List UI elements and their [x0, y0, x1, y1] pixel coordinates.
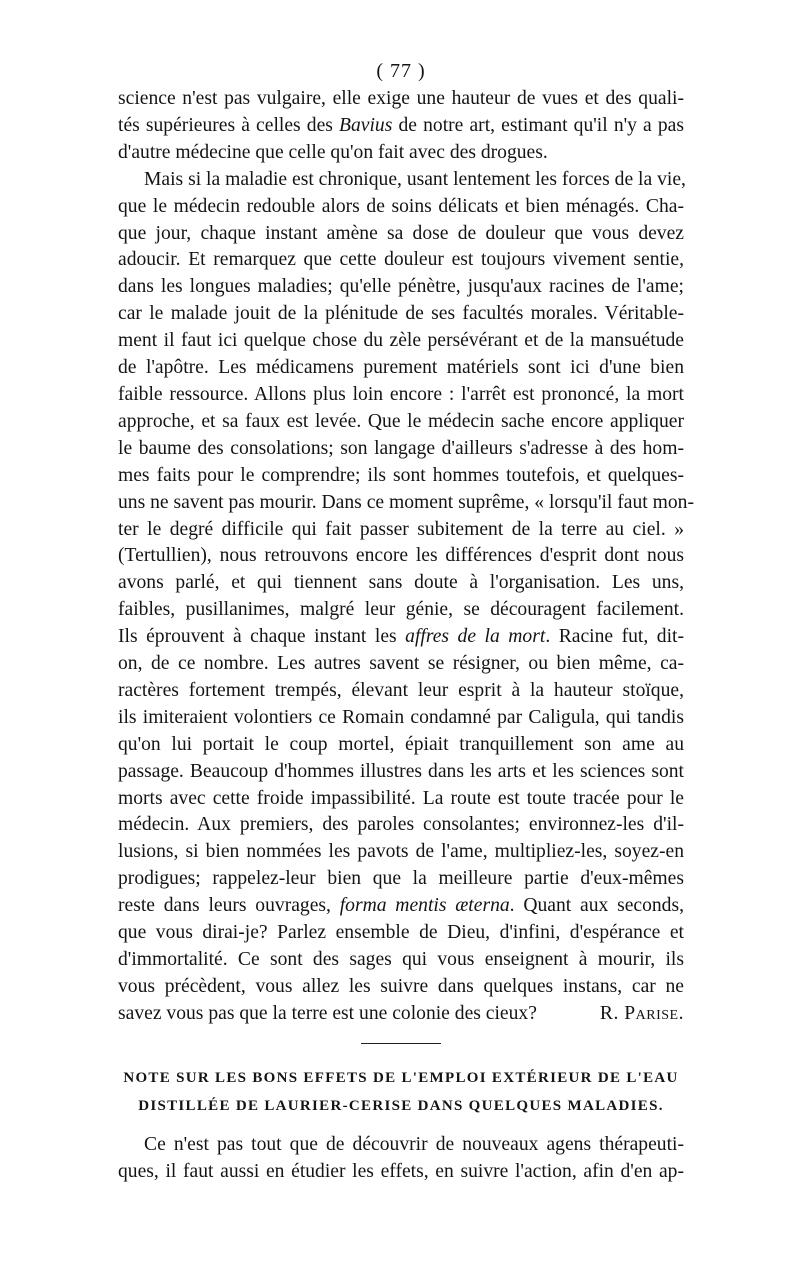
text-line: (Tertullien), nous retrouvons encore les différences d'esprit dont nous	[118, 545, 684, 567]
text-line: prodigues; rappelez-leur bien que la meilleure partie d'eux-mêmes	[118, 868, 684, 890]
text-line: avons parlé, et qui tiennent sans doute à l'organisation. Les uns,	[118, 572, 684, 594]
text-line: uns ne savent pas mourir. Dans ce moment suprême, « lorsqu'il faut mon-	[118, 491, 694, 513]
text-line: on, de ce nombre. Les autres savent se résigner, ou bien même, ca-	[118, 653, 684, 675]
text-line: dans les longues maladies; qu'elle pénètre, jusqu'aux racines de l'ame;	[118, 276, 684, 298]
text-line: le baume des consolations; son langage d'ailleurs s'adresse à des hom-	[118, 437, 684, 459]
text-line: que vous dirai-je? Parlez ensemble de Dieu, d'infini, d'espérance et	[118, 922, 684, 944]
text-line: vous précèdent, vous allez les suivre dans quelques instans, car ne	[118, 975, 684, 997]
text-line: passage. Beaucoup d'hommes illustres dans les arts et les sciences sont	[118, 760, 684, 782]
author-signature: R. Parise.	[599, 1002, 684, 1024]
text-line: ques, il faut aussi en étudier les effets, en suivre l'action, afin d'en ap-	[118, 1160, 684, 1182]
text-line: médecin. Aux premiers, des paroles consolantes; environnez-les d'il-	[118, 814, 684, 836]
text-line: mes faits pour le comprendre; ils sont hommes toutefois, et quelques-	[118, 464, 684, 486]
paragraph-2	[118, 167, 694, 1028]
paragraph-1	[118, 86, 684, 167]
document-page	[118, 58, 694, 1186]
page-number: ( 77 )	[376, 60, 426, 82]
heading-line-1: NOTE SUR LES BONS EFFETS DE L'EMPLOI EXTÉRIEUR DE L'EAU	[123, 1069, 679, 1086]
text-line: d'autre médecine que celle qu'on fait avec des drogues.	[118, 141, 548, 163]
text-line: ter le degré difficile qui fait passer subitement de la terre au ciel. »	[118, 518, 684, 540]
text-line: approche, et sa faux est levée. Que le médecin sache encore appliquer	[118, 410, 684, 432]
text-line: Mais si la maladie est chronique, usant lentement les forces de la vie,	[144, 168, 686, 190]
paragraph-3	[118, 1132, 684, 1186]
text-line: science n'est pas vulgaire, elle exige une hauteur de vues et des quali-	[118, 88, 684, 109]
section-divider	[361, 1043, 441, 1044]
text-line: que le médecin redouble alors de soins délicats et bien ménagés. Cha-	[118, 195, 684, 217]
text-line: Ce n'est pas tout que de découvrir de nouveaux agens thérapeuti-	[144, 1133, 684, 1155]
text-line: lusions, si bien nommées les pavots de l'ame, multipliez-les, soyez-en	[118, 841, 684, 863]
text-line: ils imiteraient volontiers ce Romain condamné par Caligula, qui tandis	[118, 706, 684, 728]
heading-line-2: DISTILLÉE DE LAURIER-CERISE DANS QUELQUES MALADIES.	[138, 1097, 664, 1114]
text-line: de l'apôtre. Les médicamens purement matériels sont ici d'une bien	[118, 357, 684, 379]
text-line-with-signature	[118, 1001, 684, 1028]
text-line: savez vous pas que la terre est une colonie des cieux?	[118, 1002, 537, 1024]
text-line: ment il faut ici quelque chose du zèle persévérant et de la mansuétude	[118, 330, 684, 352]
text-line: car le malade jouit de la plénitude de ses facultés morales. Véritable-	[118, 303, 684, 325]
text-line: qu'on lui portait le coup mortel, épiait tranquillement son ame au	[118, 733, 684, 755]
text-line: Ils éprouvent à chaque instant les affres de la mort. Racine fut, dit-	[118, 626, 684, 648]
section-heading	[118, 1064, 684, 1120]
text-line: ractères fortement trempés, élevant leur esprit à la hauteur stoïque,	[118, 679, 684, 701]
text-line: faible ressource. Allons plus loin encore : l'arrêt est prononcé, la mort	[118, 383, 684, 405]
text-line: que jour, chaque instant amène sa dose de douleur que vous devez	[118, 222, 684, 244]
text-line: reste dans leurs ouvrages, forma mentis æterna. Quant aux seconds,	[118, 895, 684, 917]
text-line: faibles, pusillanimes, malgré leur génie, se découragent facilement.	[118, 599, 684, 621]
text-line: adoucir. Et remarquez que cette douleur est toujours vivement sentie,	[118, 249, 684, 271]
text-line: morts avec cette froide impassibilité. La route est toute tracée pour le	[118, 787, 684, 809]
text-line: tés supérieures à celles des Bavius de notre art, estimant qu'il n'y a pas	[118, 114, 684, 136]
text-line: d'immortalité. Ce sont des sages qui vous enseignent à mourir, ils	[118, 949, 684, 970]
